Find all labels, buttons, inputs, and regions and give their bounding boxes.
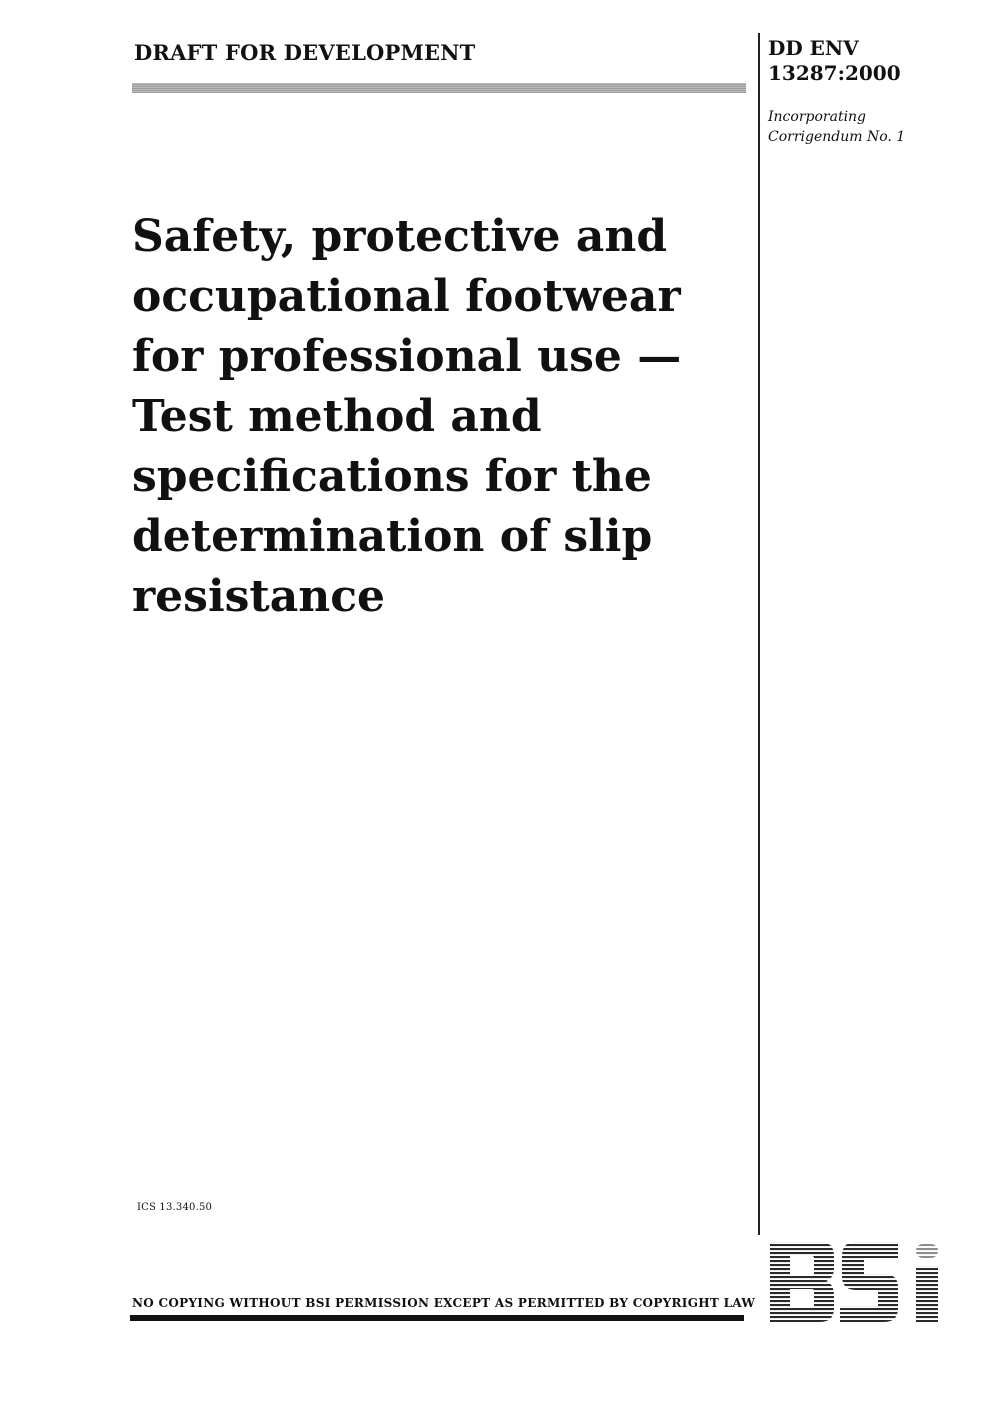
title-line: determination of slip: [132, 511, 653, 562]
draft-label: DRAFT FOR DEVELOPMENT: [134, 40, 476, 65]
title-line: Safety, protective and: [132, 211, 668, 262]
amendment-note: [768, 107, 905, 147]
document-number-line-1: DD ENV: [768, 36, 859, 60]
header-rule: [132, 83, 746, 93]
amendment-note-line-1: Incorporating: [768, 109, 867, 125]
footer-rule: [130, 1315, 744, 1321]
document-number-line-2: 13287:2000: [768, 61, 901, 85]
copyright-notice: NO COPYING WITHOUT BSI PERMISSION EXCEPT AS PERMITTED BY COPYRIGHT LAW: [132, 1296, 756, 1310]
title-line: specifications for the: [132, 451, 652, 502]
title-line: Test method and: [132, 391, 542, 442]
title-line: resistance: [132, 571, 386, 622]
document-title: [132, 207, 732, 627]
title-line: occupational footwear: [132, 271, 681, 322]
ics-code: ICS 13.340.50: [137, 1202, 213, 1213]
title-line: for professional use —: [132, 331, 682, 382]
amendment-note-line-2: Corrigendum No. 1: [768, 129, 906, 145]
vertical-divider: [758, 33, 760, 1235]
document-number: [768, 36, 901, 86]
bsi-logo-icon: [768, 1240, 942, 1324]
